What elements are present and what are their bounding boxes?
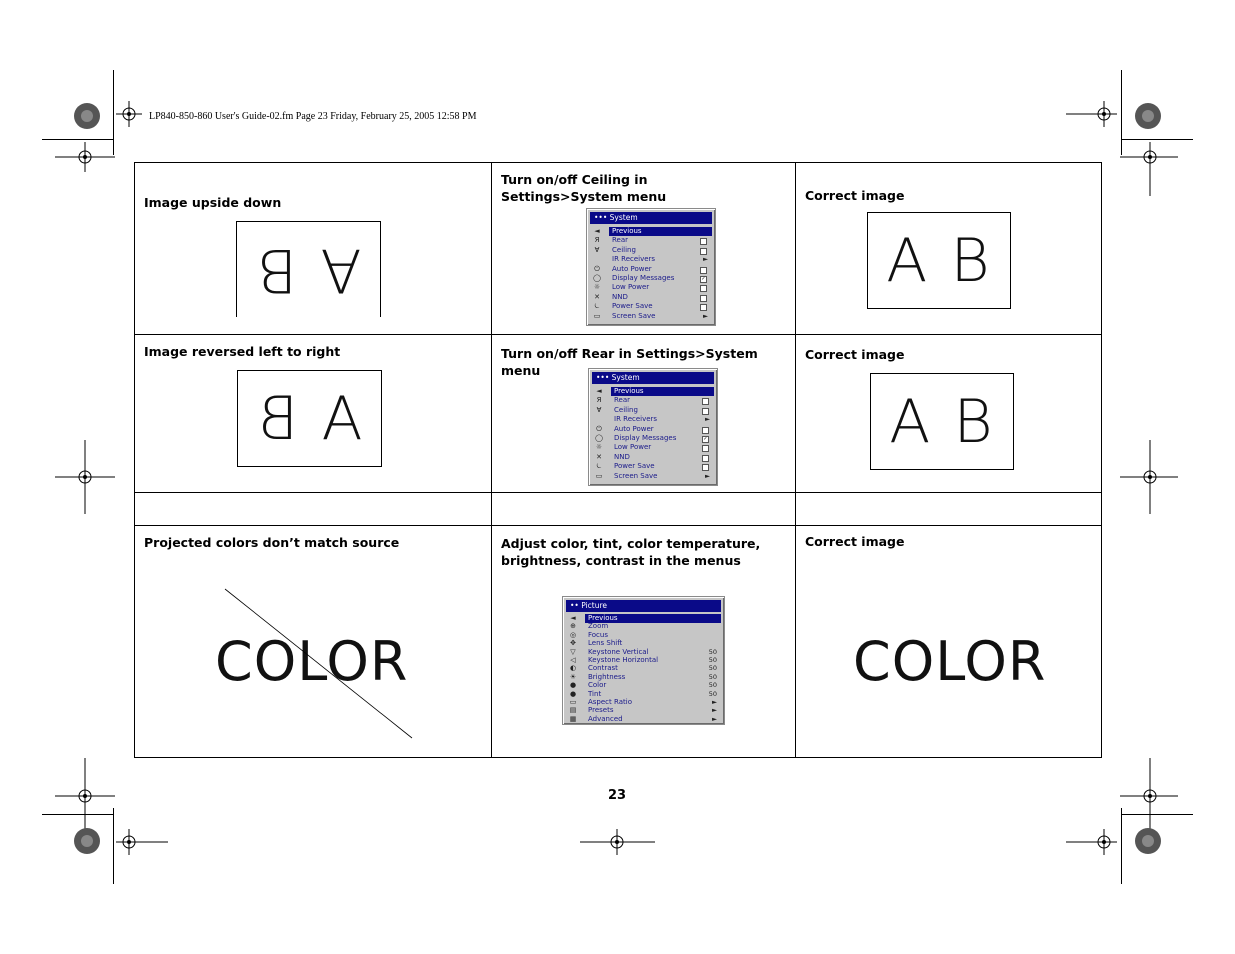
strike-line xyxy=(224,588,414,740)
sample-text: A B xyxy=(889,386,995,457)
menu-item-label: Low Power xyxy=(612,283,650,292)
menu-item-value: 50 xyxy=(708,647,717,656)
menu-checkbox[interactable] xyxy=(702,455,709,462)
zoom-icon: ⊕ xyxy=(570,622,576,631)
low-power-icon: ☼ xyxy=(595,443,603,452)
menu-checkbox[interactable] xyxy=(702,408,709,415)
menu-item-label: Zoom xyxy=(588,622,609,631)
system-menu xyxy=(588,368,718,486)
menu-item-label: Rear xyxy=(614,396,631,405)
menu-item[interactable] xyxy=(592,415,712,424)
menu-item-value: 50 xyxy=(708,681,717,690)
menu-item-label: Low Power xyxy=(614,443,652,452)
solution-label: Turn on/off Rear in Settings>System menu xyxy=(501,346,758,378)
menu-item-value: 50 xyxy=(708,672,717,681)
menu-item-label: Display Messages xyxy=(612,274,675,282)
menu-item[interactable] xyxy=(590,293,710,302)
menu-item-value: 50 xyxy=(708,656,717,664)
screen-save-icon: ▭ xyxy=(595,471,603,480)
brightness-icon: ☀ xyxy=(569,672,577,681)
auto-power-icon: ⏻ xyxy=(596,424,602,433)
color-sample-correct: COLOR xyxy=(853,630,1047,693)
picture-menu xyxy=(562,596,725,725)
submenu-arrow-icon: ► xyxy=(705,471,710,480)
contrast-icon: ◐ xyxy=(569,664,577,673)
table-row xyxy=(135,335,1102,493)
advanced-icon: ▦ xyxy=(569,714,577,723)
menu-checkbox[interactable] xyxy=(700,295,707,302)
menu-item-label: Lens Shift xyxy=(588,639,623,648)
problem-cell xyxy=(135,526,492,758)
menu-item[interactable] xyxy=(590,255,710,264)
menu-checkbox[interactable] xyxy=(700,285,707,292)
problem-label: Image reversed left to right xyxy=(144,344,341,359)
menu-item[interactable] xyxy=(592,406,712,415)
menu-item[interactable] xyxy=(592,462,712,471)
menu-checkbox[interactable] xyxy=(702,445,709,452)
back-arrow-icon: ◄ xyxy=(596,387,602,395)
menu-checkbox[interactable] xyxy=(702,464,709,471)
menu-item[interactable] xyxy=(590,312,710,321)
menu-item-label: Previous xyxy=(614,387,644,395)
menu-checkbox[interactable]: ✓ xyxy=(703,436,708,442)
menu-item-label: Screen Save xyxy=(614,471,658,480)
menu-checkbox[interactable] xyxy=(702,398,709,405)
solution-label: Turn on/off Ceiling in Settings>System menu xyxy=(501,172,667,204)
ceiling-icon: Ɐ xyxy=(596,405,602,414)
auto-power-icon: ⏻ xyxy=(594,264,600,273)
ceiling-icon: Ɐ xyxy=(594,245,600,254)
aspect-ratio-icon: ▭ xyxy=(569,698,577,706)
lens-shift-icon: ✥ xyxy=(570,639,576,648)
sample-text: A B xyxy=(886,225,992,296)
document-header: LP840-850-860 User's Guide-02.fm Page 23 Friday, February 25, 2005 12:58 PM xyxy=(149,111,477,122)
menu-item-label: Display Messages xyxy=(614,434,677,442)
power-save-icon: ⏾ xyxy=(596,462,602,471)
low-power-icon: ☼ xyxy=(593,283,601,292)
problem-cell xyxy=(135,163,492,335)
keystone-vertical-icon: ▽ xyxy=(570,647,576,656)
reversed-sample xyxy=(237,370,382,467)
menu-item-label: Ceiling xyxy=(612,245,636,254)
solution-cell xyxy=(492,335,796,493)
nnd-icon: ✕ xyxy=(596,452,602,461)
result-cell xyxy=(796,335,1102,493)
menu-item-label: Auto Power xyxy=(612,264,652,273)
presets-icon: ▤ xyxy=(569,706,577,715)
solution-label: Adjust color, tint, color temperature, brightness, contrast in the menus xyxy=(501,536,761,568)
back-arrow-icon: ◄ xyxy=(594,227,600,235)
menu-item-label: IR Receivers xyxy=(612,255,656,264)
table-row-empty xyxy=(135,493,1102,526)
menu-item-label: Contrast xyxy=(588,664,618,673)
menu-item-label: NND xyxy=(612,292,628,301)
menu-item-label: Rear xyxy=(612,236,629,245)
menu-item[interactable] xyxy=(590,283,710,292)
rear-icon: Я xyxy=(594,236,600,245)
sample-text: A B xyxy=(255,234,362,305)
problem-label: Projected colors don’t match source xyxy=(144,535,400,550)
menu-item-value: 50 xyxy=(708,689,717,698)
display-messages-icon: ◯ xyxy=(595,434,603,442)
menu-item[interactable] xyxy=(592,387,712,396)
menu-item[interactable] xyxy=(590,236,710,245)
menu-title-bar: ••• System xyxy=(592,372,714,384)
menu-item-label: Previous xyxy=(612,227,642,235)
color-sample-wrong: COLOR xyxy=(215,630,409,693)
menu-item-label: Aspect Ratio xyxy=(588,698,632,706)
menu-item[interactable] xyxy=(590,302,710,311)
problem-label: Image upside down xyxy=(144,195,282,210)
menu-item-label: NND xyxy=(614,452,630,461)
menu-item[interactable] xyxy=(590,274,710,283)
rear-icon: Я xyxy=(596,396,602,405)
menu-item-label: Keystone Vertical xyxy=(588,647,649,656)
menu-item-value: ► xyxy=(712,706,717,715)
menu-item[interactable] xyxy=(566,715,719,724)
menu-item-label: Focus xyxy=(588,630,608,639)
result-label: Correct image xyxy=(805,188,905,203)
menu-item-label: Presets xyxy=(588,706,614,715)
correct-sample xyxy=(867,212,1011,309)
menu-checkbox[interactable]: ✓ xyxy=(701,276,706,282)
menu-item[interactable] xyxy=(592,434,712,443)
result-cell xyxy=(796,163,1102,335)
correct-sample xyxy=(870,373,1014,470)
menu-item-value: 50 xyxy=(708,664,717,673)
menu-checkbox[interactable] xyxy=(700,304,707,311)
menu-title-bar: •• Picture xyxy=(566,600,721,612)
solution-cell xyxy=(492,526,796,758)
menu-item-value: ► xyxy=(712,714,717,723)
menu-item-label: Power Save xyxy=(612,302,653,311)
menu-checkbox[interactable] xyxy=(700,267,707,274)
menu-item-label: Color xyxy=(588,681,607,690)
menu-item-label: Brightness xyxy=(588,672,626,681)
troubleshooting-table xyxy=(134,162,1102,758)
back-arrow-icon: ◄ xyxy=(570,614,576,622)
result-label: Correct image xyxy=(805,347,905,362)
menu-item-label: Ceiling xyxy=(614,405,638,414)
menu-item[interactable] xyxy=(592,443,712,452)
menu-checkbox[interactable] xyxy=(700,248,707,255)
menu-checkbox[interactable] xyxy=(700,238,707,245)
menu-item[interactable] xyxy=(592,396,712,405)
system-menu xyxy=(586,208,716,326)
menu-item-label: Advanced xyxy=(588,714,623,723)
menu-item-label: Previous xyxy=(588,614,618,622)
table-row xyxy=(135,526,1102,758)
menu-title-bar: ••• System xyxy=(590,212,712,224)
menu-item[interactable] xyxy=(592,425,712,434)
menu-item-label: Tint xyxy=(588,689,602,698)
menu-item[interactable] xyxy=(590,265,710,274)
solution-cell xyxy=(492,163,796,335)
menu-item-label: IR Receivers xyxy=(614,415,658,424)
display-messages-icon: ◯ xyxy=(593,274,601,282)
menu-item-label: Screen Save xyxy=(612,311,656,320)
menu-item[interactable] xyxy=(592,453,712,462)
screen-save-icon: ▭ xyxy=(593,311,601,320)
menu-item-label: Keystone Horizontal xyxy=(588,656,659,664)
menu-item[interactable] xyxy=(592,472,712,481)
menu-item-label: Power Save xyxy=(614,462,655,471)
submenu-arrow-icon: ► xyxy=(703,311,708,320)
problem-cell xyxy=(135,335,492,493)
sample-text: A B xyxy=(256,383,363,454)
menu-item[interactable] xyxy=(590,227,710,236)
focus-icon: ◎ xyxy=(569,630,577,639)
upside-down-sample xyxy=(236,221,381,317)
color-icon: ● xyxy=(569,681,577,690)
menu-item-label: Auto Power xyxy=(614,424,654,433)
result-label: Correct image xyxy=(805,534,905,549)
submenu-arrow-icon: ► xyxy=(703,255,708,264)
power-save-icon: ⏾ xyxy=(594,302,600,311)
nnd-icon: ✕ xyxy=(594,292,600,301)
menu-item[interactable] xyxy=(590,246,710,255)
menu-item-value: ► xyxy=(712,698,717,706)
table-row xyxy=(135,163,1102,335)
page-number: 23 xyxy=(607,788,627,803)
tint-icon: ● xyxy=(569,689,577,698)
submenu-arrow-icon: ► xyxy=(705,415,710,424)
keystone-horizontal-icon: ◁ xyxy=(570,656,576,664)
result-cell xyxy=(796,526,1102,758)
menu-checkbox[interactable] xyxy=(702,427,709,434)
